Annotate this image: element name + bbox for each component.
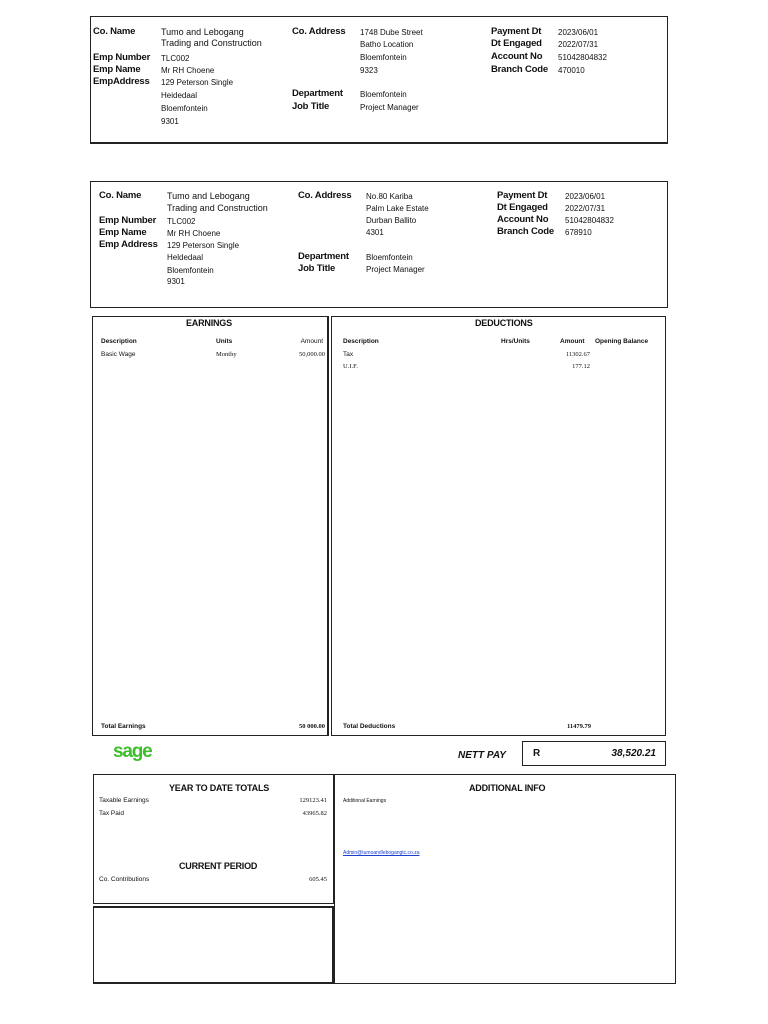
job-title-label: Job Title (298, 263, 336, 274)
co-address-label: Co. Address (292, 26, 346, 37)
earnings-row-amount: 50,000.00 (299, 351, 325, 358)
emp-name: Mr RH Choene (161, 66, 215, 75)
earnings-title: EARNINGS (186, 318, 232, 328)
co-address-line: 1748 Dube Street (360, 28, 423, 37)
payment-date: 2023/06/01 (558, 28, 599, 37)
department: Bloemfontein (360, 90, 407, 99)
emp-address-line: 129 Peterson Single (167, 241, 240, 250)
total-earnings-value: 50 000.00 (299, 723, 325, 730)
branch-code: 470010 (558, 66, 585, 75)
department-label: Department (298, 251, 349, 262)
date-engaged-label: Dt Engaged (491, 38, 542, 49)
payment-date: 2023/06/01 (565, 192, 606, 201)
email-link[interactable]: Admin@tumoandlebogangtc.co.za (343, 850, 420, 856)
additional-info-panel (334, 774, 676, 984)
branch-code: 678910 (565, 228, 592, 237)
total-earnings-label: Total Earnings (101, 723, 146, 730)
emp-number-label: Emp Number (99, 215, 157, 226)
earnings-col-units: Units (216, 338, 233, 345)
ytd-panel (93, 774, 334, 904)
co-address-line: Bloemfontein (360, 53, 407, 62)
blank-panel (93, 906, 334, 984)
co-address-line: Durban Ballito (366, 216, 417, 225)
earnings-row-units: Monthy (216, 351, 237, 358)
emp-number-label: Emp Number (93, 52, 151, 63)
emp-address-line: Heldedaal (167, 253, 204, 262)
emp-address-line: Heidedaal (161, 91, 198, 100)
payslip-stub-top (90, 16, 668, 144)
additional-earnings-label: Additional Earnings (343, 798, 387, 804)
current-period-row-value: 605.45 (309, 876, 327, 883)
emp-address-line: 9301 (161, 117, 179, 126)
co-name-line2: Trading and Construction (161, 38, 262, 48)
total-deductions-value: 11479.79 (567, 723, 592, 730)
co-address-line: Batho Location (360, 40, 414, 49)
emp-name-label: Emp Name (99, 227, 147, 238)
date-engaged-label: Dt Engaged (497, 202, 548, 213)
co-name-label: Co. Name (93, 26, 136, 37)
emp-address-line: 9301 (167, 277, 185, 286)
account-no: 51042804832 (558, 53, 607, 62)
deductions-title: DEDUCTIONS (475, 318, 533, 328)
deduction-row-description: U.I.F. (343, 363, 358, 370)
deductions-panel (331, 316, 666, 736)
co-name-line2: Trading and Construction (167, 203, 268, 213)
additional-info-title: ADDITIONAL INFO (469, 783, 546, 793)
ytd-row-value: 129123.41 (299, 797, 327, 804)
branch-code-label: Branch Code (497, 226, 554, 237)
emp-number: TLC002 (167, 217, 196, 226)
deduction-row-amount: 177.12 (572, 363, 590, 370)
co-address-line: No.80 Kariba (366, 192, 413, 201)
emp-address-label: Emp Address (99, 239, 158, 250)
job-title: Project Manager (366, 265, 425, 274)
emp-number: TLC002 (161, 54, 190, 63)
emp-address-line: 129 Peterson Single (161, 78, 234, 87)
emp-address-line: Bloemfontein (167, 266, 214, 275)
emp-address-line: Bloemfontein (161, 104, 208, 113)
payment-date-label: Payment Dt (491, 26, 542, 37)
account-no: 51042804832 (565, 216, 614, 225)
ytd-row-label: Tax Paid (99, 810, 124, 817)
account-no-label: Account No (497, 214, 549, 225)
current-period-title: CURRENT PERIOD (179, 861, 258, 871)
deductions-col-description: Description (343, 338, 379, 345)
emp-name-label: Emp Name (93, 64, 141, 75)
deductions-col-hrs-units: Hrs/Units (501, 338, 530, 345)
co-address-line: Palm Lake Estate (366, 204, 429, 213)
job-title: Project Manager (360, 103, 419, 112)
earnings-col-description: Description (101, 338, 137, 345)
earnings-panel (92, 316, 329, 736)
co-address-label: Co. Address (298, 190, 352, 201)
total-deductions-label: Total Deductions (343, 723, 396, 730)
deductions-col-amount: Amount (560, 338, 585, 345)
date-engaged: 2022/07/31 (565, 204, 606, 213)
job-title-label: Job Title (292, 101, 330, 112)
current-period-row-label: Co. Contributions (99, 876, 150, 883)
co-name-label: Co. Name (99, 190, 142, 201)
sage-logo: sage (113, 741, 152, 762)
co-address-line: 4301 (366, 228, 384, 237)
department: Bloemfontein (366, 253, 413, 262)
ytd-row-label: Taxable Earnings (99, 797, 149, 804)
co-name-line1: Tumo and Lebogang (161, 27, 244, 37)
branch-code-label: Branch Code (491, 64, 548, 75)
nett-pay-currency: R (533, 748, 541, 759)
payslip-stub-main (90, 181, 668, 308)
deduction-row-description: Tax (343, 351, 354, 358)
nett-pay-label: NETT PAY (458, 750, 506, 761)
department-label: Department (292, 88, 343, 99)
payment-date-label: Payment Dt (497, 190, 548, 201)
deductions-col-opening-balance: Opening Balance (595, 338, 649, 345)
co-name-line1: Tumo and Lebogang (167, 191, 250, 201)
nett-pay-value: 38,520.21 (611, 748, 656, 759)
co-address-line: 9323 (360, 66, 378, 75)
account-no-label: Account No (491, 51, 543, 62)
emp-name: Mr RH Choene (167, 229, 221, 238)
earnings-col-amount: Amount (300, 338, 323, 345)
ytd-row-value: 43965.82 (302, 810, 327, 817)
deduction-row-amount: 11302.67 (565, 351, 590, 358)
nett-pay-box (522, 741, 666, 766)
date-engaged: 2022/07/31 (558, 40, 599, 49)
earnings-row-description: Basic Wage (101, 351, 136, 358)
emp-address-label: EmpAddress (93, 76, 150, 87)
ytd-title: YEAR TO DATE TOTALS (169, 783, 270, 793)
